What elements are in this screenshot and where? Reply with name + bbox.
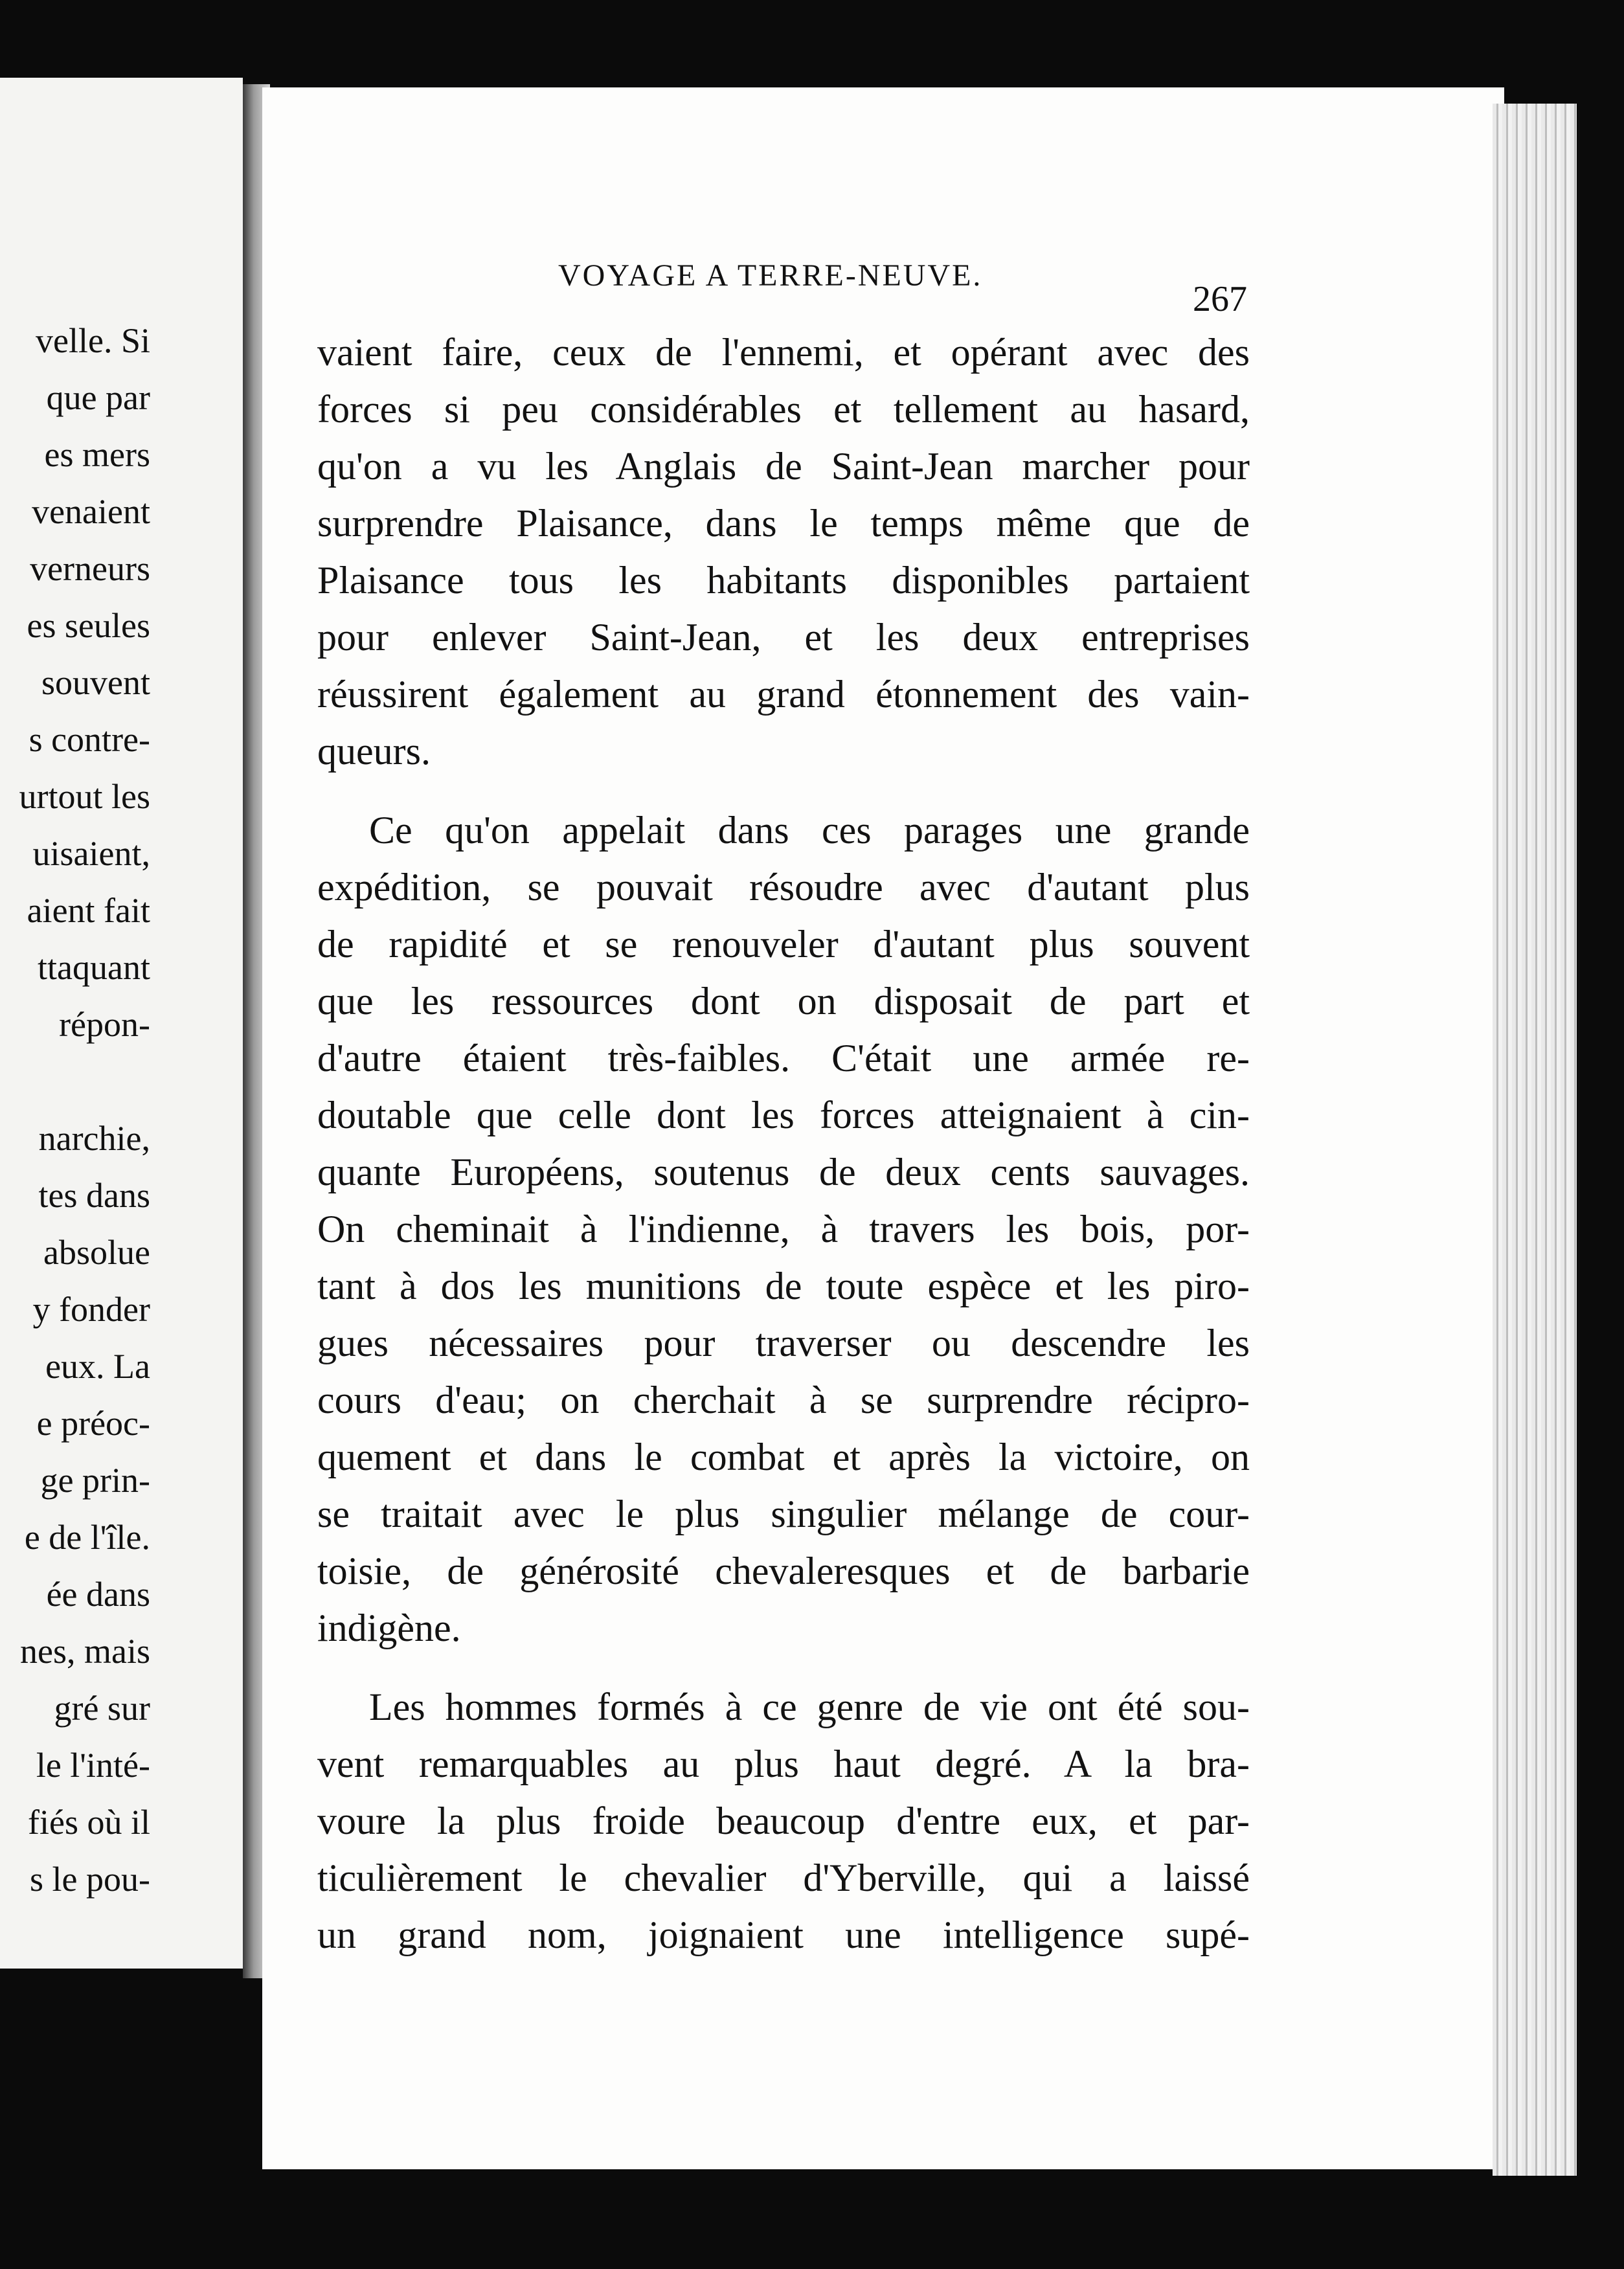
left-line: urtout les	[19, 777, 150, 816]
paragraph-gap	[317, 780, 1250, 802]
left-line: le l'inté-	[36, 1746, 150, 1785]
left-line: que par	[46, 378, 150, 417]
text-line: Plaisance tous les habitants disponibles partaient	[317, 559, 1250, 602]
text-line: surprendre Plaisance, dans le temps même que de	[317, 502, 1250, 545]
text-line: ticulièrement le chevalier d'Yberville, qui a laissé	[317, 1857, 1250, 1899]
text-line: vaient faire, ceux de l'ennemi, et opérant avec des	[317, 331, 1250, 374]
left-line: e préoc-	[36, 1404, 150, 1443]
left-line: ttaquant	[38, 948, 150, 987]
left-line: répon-	[59, 1005, 150, 1044]
paragraph-gap	[317, 1656, 1250, 1678]
left-line: ée dans	[46, 1575, 150, 1614]
left-line: aient fait	[27, 891, 150, 930]
left-line: uisaient,	[32, 834, 150, 873]
left-line: fiés où il	[28, 1803, 150, 1842]
left-line: verneurs	[30, 549, 150, 588]
left-page	[0, 78, 243, 1969]
text-line: pour enlever Saint-Jean, et les deux entreprises	[317, 616, 1250, 659]
text-line: forces si peu considérables et tellement au hasard,	[317, 388, 1250, 431]
text-line: Ce qu'on appelait dans ces parages une grande	[369, 809, 1250, 852]
text-line: que les ressources dont on disposait de part et	[317, 980, 1250, 1022]
text-line: quement et dans le combat et après la victoire, on	[317, 1436, 1250, 1478]
left-line: eux. La	[45, 1347, 150, 1386]
text-line: d'autre étaient très-faibles. C'était une armée re-	[317, 1037, 1250, 1079]
left-page-text	[0, 312, 150, 1908]
text-line: réussirent également au grand étonnement des vain-	[317, 673, 1250, 716]
text-line: vent remarquables au plus haut degré. A la bra-	[317, 1743, 1250, 1785]
left-line: ge prin-	[40, 1461, 150, 1500]
left-line: narchie,	[38, 1119, 150, 1158]
text-line: On cheminait à l'indienne, à travers les bois, por-	[317, 1208, 1250, 1250]
text-line: qu'on a vu les Anglais de Saint-Jean marcher pour	[317, 445, 1250, 488]
left-line: y fonder	[32, 1290, 150, 1329]
text-line: indigène.	[317, 1607, 461, 1649]
text-line: se traitait avec le plus singulier mélange de cour-	[317, 1493, 1250, 1535]
text-line: Les hommes formés à ce genre de vie ont été sou-	[369, 1686, 1250, 1728]
left-line: velle. Si	[36, 321, 150, 360]
text-line: tant à dos les munitions de toute espèce et les piro-	[317, 1265, 1250, 1307]
text-line: voure la plus froide beaucoup d'entre eux, et par-	[317, 1800, 1250, 1842]
left-line: souvent	[41, 663, 150, 702]
left-line: s contre-	[28, 720, 150, 759]
text-line: toisie, de générosité chevaleresques et de barbarie	[317, 1550, 1250, 1592]
left-line: es seules	[27, 606, 150, 645]
left-line: tes dans	[38, 1176, 150, 1215]
body-text	[317, 324, 1250, 1963]
paragraph	[317, 324, 1250, 780]
left-line: es mers	[44, 435, 150, 474]
left-line	[0, 1053, 150, 1110]
text-line: doutable que celle dont les forces atteignaient à cin-	[317, 1094, 1250, 1136]
left-line: venaient	[32, 492, 150, 531]
left-line: gré sur	[54, 1689, 150, 1728]
text-line: de rapidité et se renouveler d'autant plus souvent	[317, 923, 1250, 965]
left-line: e de l'île.	[24, 1518, 150, 1557]
text-line: queurs.	[317, 730, 431, 773]
text-line: quante Européens, soutenus de deux cents sauvages.	[317, 1151, 1250, 1193]
left-line: nes, mais	[20, 1632, 150, 1671]
paragraph	[317, 1678, 1250, 1963]
page-number: 267	[1193, 279, 1247, 319]
text-line: cours d'eau; on cherchait à se surprendre récipro-	[317, 1379, 1250, 1421]
running-head: VOYAGE A TERRE-NEUVE.	[558, 258, 983, 293]
text-line: gues nécessaires pour traverser ou descendre les	[317, 1322, 1250, 1364]
page-edges	[1493, 104, 1577, 2176]
left-line: s le pou-	[30, 1860, 150, 1899]
left-line: absolue	[43, 1233, 150, 1272]
paragraph	[317, 802, 1250, 1656]
text-line: un grand nom, joignaient une intelligence supé-	[317, 1913, 1250, 1956]
text-line: expédition, se pouvait résoudre avec d'autant plus	[317, 866, 1250, 909]
